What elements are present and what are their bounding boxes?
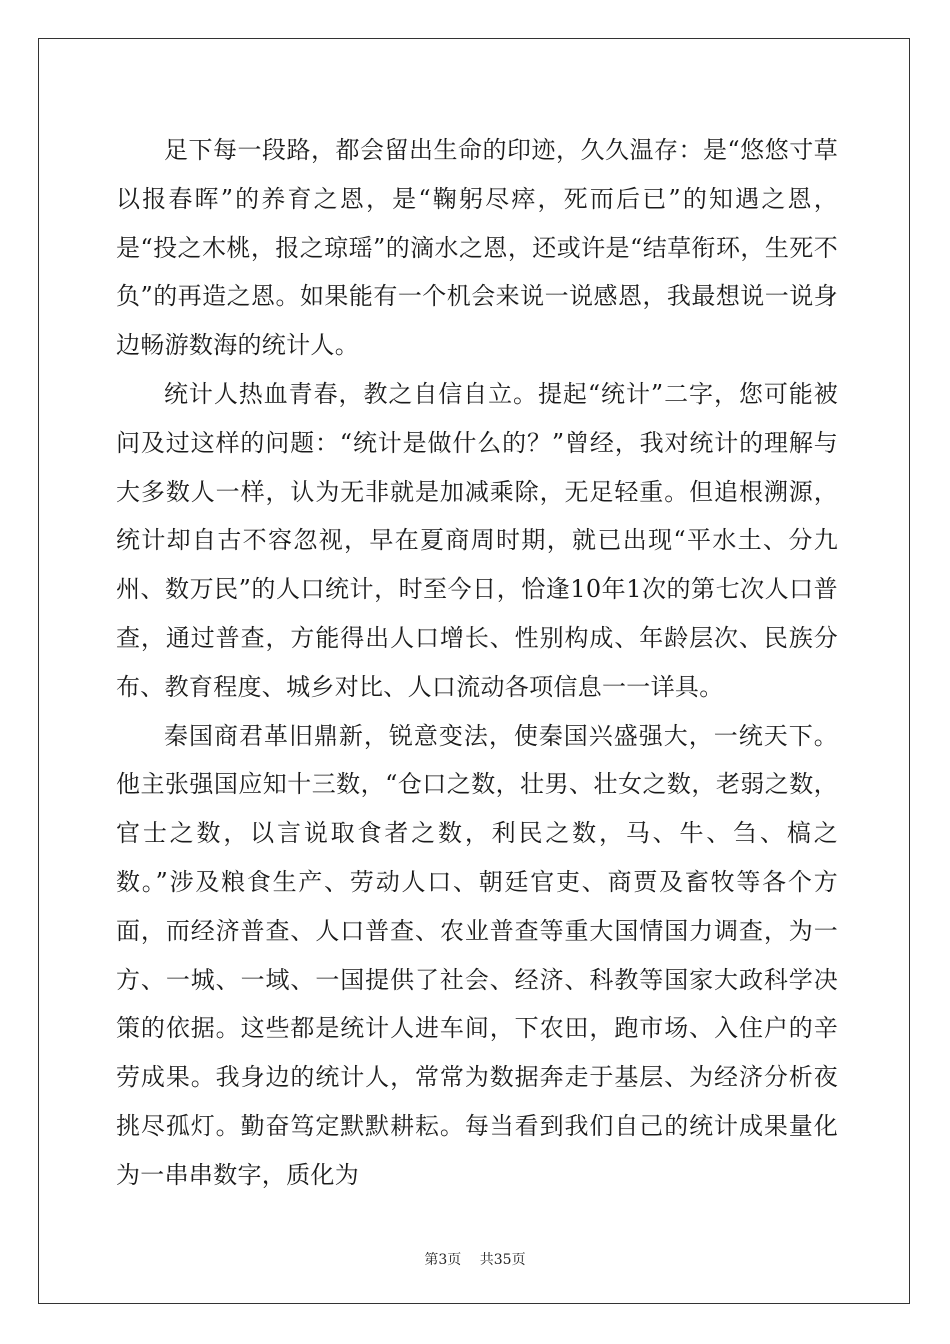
paragraph-1: 足下每一段路，都会留出生命的印迹，久久温存：是“悠悠寸草以报春晖”的养育之恩，是“鞠躬尽瘁，死而后已”的知遇之恩，是“投之木桃，报之琼瑶”的滴水之恩，还或许是“结草衔环，生死不负”的再造之恩。如果能有一个机会来说一说感恩，我最想说一说身边畅游数海的统计人。 [116,136,838,360]
page-number: 第3页 [424,1252,462,1268]
paragraph-2: 统计人热血青春，教之自信自立。提起“统计”二字，您可能被问及过这样的问题：“统计是做什么的？”曾经，我对统计的理解与大多数人一样，认为无非就是加减乘除，无足轻重。但追根溯源，统计却自古不容忽视，早在夏商周时期，就已出现“平水土、分九州、数万民”的人口统计，时至今日，恰逢10年1次的第七次人口普查，通过普查，方能得出人口增长、性别构成、年龄层次、民族分布、教育程度、城乡对比、人口流动各项信息一一详具。 [116,379,838,701]
document-body [116,126,838,1200]
total-pages: 共35页 [479,1252,526,1268]
page-footer [0,1249,950,1269]
paragraph-3: 秦国商君革旧鼎新，锐意变法，使秦国兴盛强大，一统天下。他主张强国应知十三数，“仓口之数，壮男、壮女之数，老弱之数，官士之数，以言说取食者之数，利民之数，马、牛、刍、槁之数。”涉及粮食生产、劳动人口、朝廷官吏、商贾及畜牧等各个方面，而经济普查、人口普查、农业普查等重大国情国力调查，为一方、一城、一域、一国提供了社会、经济、科教等国家大政科学决策的依据。这些都是统计人进车间，下农田，跑市场、入住户的辛劳成果。我身边的统计人，常常为数据奔走于基层、为经济分析夜挑尽孤灯。勤奋笃定默默耕耘。每当看到我们自己的统计成果量化为一串串数字，质化为 [116,721,838,1189]
